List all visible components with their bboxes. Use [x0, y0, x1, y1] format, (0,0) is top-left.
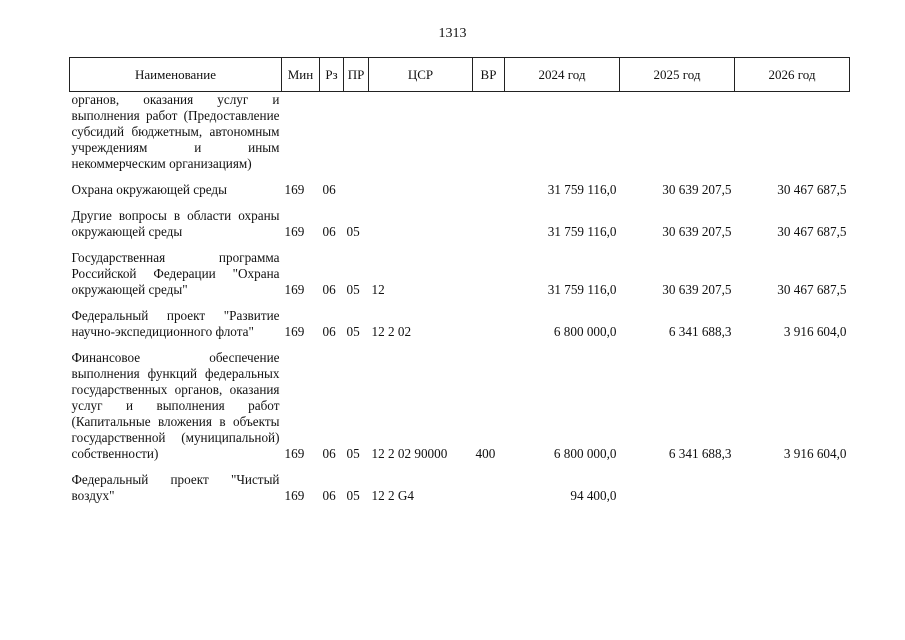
row-name: Федеральный проект "Развитие научно-экспедиционного флота"	[71, 308, 280, 339]
header-min: Мин	[282, 58, 320, 92]
table-row	[70, 92, 850, 173]
row-vr	[473, 308, 505, 340]
row-name: Финансовое обеспечение выполнения функций федеральных государственных органов, оказания услуг и выполнения работ (Капитальные вложения в объекты государственной (муниципальной) собственности)	[71, 350, 280, 461]
row-pr: 05	[346, 224, 360, 239]
row-min: 169	[284, 488, 305, 503]
table-row	[70, 208, 850, 240]
row-pr: 05	[346, 282, 360, 297]
header-csr: ЦСР	[369, 58, 473, 92]
row-2026: 30 467 687,5	[777, 182, 847, 197]
budget-table	[69, 57, 850, 504]
row-2026: 30 467 687,5	[777, 282, 847, 297]
row-min: 169	[284, 282, 305, 297]
header-pr: ПР	[344, 58, 369, 92]
row-2025: 30 639 207,5	[662, 282, 732, 297]
table-row	[70, 308, 850, 340]
row-name: Охрана окружающей среды	[71, 182, 227, 197]
row-vr	[473, 182, 505, 198]
table-header	[70, 58, 850, 92]
row-2024: 6 800 000,0	[553, 324, 617, 339]
row-vr	[473, 92, 505, 173]
row-2024: 6 800 000,0	[553, 446, 617, 461]
row-vr: 400	[475, 446, 496, 461]
row-2024: 94 400,0	[570, 488, 617, 503]
row-pr	[344, 92, 369, 173]
row-min	[282, 92, 320, 173]
row-pr: 05	[346, 488, 360, 503]
row-rz: 06	[322, 182, 336, 197]
row-2026: 3 916 604,0	[783, 446, 847, 461]
row-rz: 06	[322, 282, 336, 297]
row-rz: 06	[322, 324, 336, 339]
row-csr	[369, 92, 473, 173]
row-vr	[473, 208, 505, 240]
header-name: Наименование	[70, 58, 282, 92]
header-2026: 2026 год	[735, 58, 850, 92]
row-name: Федеральный проект "Чистый воздух"	[71, 472, 280, 503]
row-csr: 12 2 G4	[371, 488, 414, 503]
row-2024: 31 759 116,0	[547, 182, 617, 197]
row-rz	[320, 92, 344, 173]
row-2026: 30 467 687,5	[777, 224, 847, 239]
table-row	[70, 182, 850, 198]
row-pr: 05	[346, 324, 360, 339]
row-rz: 06	[322, 488, 336, 503]
row-csr: 12	[371, 282, 385, 297]
row-name: Другие вопросы в области охраны окружающей среды	[71, 208, 280, 239]
page-number: 1313	[438, 26, 467, 41]
row-pr	[344, 182, 369, 198]
row-rz: 06	[322, 224, 336, 239]
row-2025	[620, 472, 735, 504]
header-vr: ВР	[473, 58, 505, 92]
row-2025: 30 639 207,5	[662, 182, 732, 197]
row-pr: 05	[346, 446, 360, 461]
header-rz: Рз	[320, 58, 344, 92]
row-2026: 3 916 604,0	[783, 324, 847, 339]
row-csr: 12 2 02	[371, 324, 412, 339]
row-2025: 6 341 688,3	[668, 446, 732, 461]
row-vr	[473, 250, 505, 298]
row-2024: 31 759 116,0	[547, 282, 617, 297]
row-csr: 12 2 02 90000	[371, 446, 448, 461]
row-vr	[473, 472, 505, 504]
row-min: 169	[284, 224, 305, 239]
row-2024	[505, 92, 620, 173]
row-name: органов, оказания услуг и выполнения работ (Предоставление субсидий бюджетным, автономным учреждениям и иным некоммерческим организациям)	[71, 92, 280, 171]
row-name: Государственная программа Российской Федерации "Охрана окружающей среды"	[71, 250, 280, 297]
row-2026	[735, 92, 850, 173]
row-2026	[735, 472, 850, 504]
row-2025: 30 639 207,5	[662, 224, 732, 239]
header-2025: 2025 год	[620, 58, 735, 92]
header-2024: 2024 год	[505, 58, 620, 92]
table-row	[70, 250, 850, 298]
row-csr	[369, 208, 473, 240]
row-min: 169	[284, 446, 305, 461]
row-csr	[369, 182, 473, 198]
row-rz: 06	[322, 446, 336, 461]
row-min: 169	[284, 182, 305, 197]
row-2024: 31 759 116,0	[547, 224, 617, 239]
table-row	[70, 472, 850, 504]
row-2025	[620, 92, 735, 173]
row-min: 169	[284, 324, 305, 339]
table-row	[70, 350, 850, 462]
row-2025: 6 341 688,3	[668, 324, 732, 339]
